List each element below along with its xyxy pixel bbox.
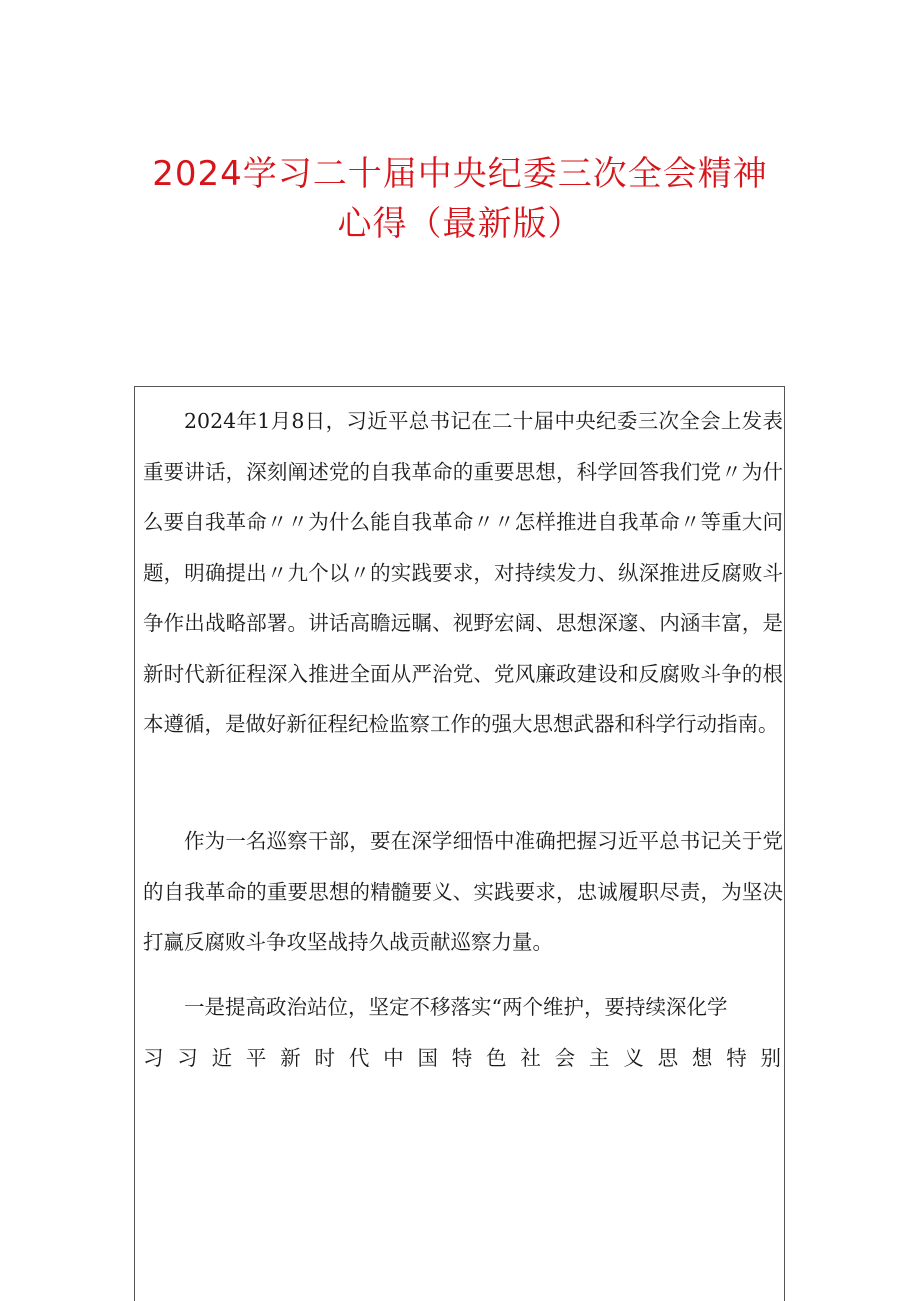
body-paragraph-2: 作为一名巡察干部，要在深学细悟中准确把握习近平总书记关于党的自我革命的重要思想的精髓要义、实践要求，忠诚履职尽责，为坚决打赢反腐败斗争攻坚战持久战贡献巡察力量。 [143, 829, 783, 954]
document-title-line-2: 心得（最新版） [337, 204, 583, 244]
body-paragraph-3-line-1: 一是提高政治站位，坚定不移落实“两个维护，要持续深化学 [184, 995, 728, 1019]
body-paragraph-3 [143, 982, 783, 1083]
document-title-line-1: 2024学习二十届中央纪委三次全会精神 [152, 154, 768, 194]
body-paragraph-3-line-2: 习习近平新时代中国特色社会主义思想特别 [143, 1045, 783, 1070]
body-paragraph-1: 2024年1月8日，习近平总书记在二十届中央纪委三次全会上发表重要讲话，深刻阐述党的自我革命的重要思想，科学回答我们党〃为什么要自我革命〃〃为什么能自我革命〃〃怎样推进自我革命〃等重大问题，明确提出〃九个以〃的实践要求，对持续发力、纵深推进反腐败斗争作出战略部署。讲话高瞻远瞩、视野宏阔、思想深邃、内涵丰富，是新时代新征程深入推进全面从严治党、党风廉政建设和反腐败斗争的根本遵循，是做好新征程纪检监察工作的强大思想武器和科学行动指南。 [143, 409, 783, 736]
